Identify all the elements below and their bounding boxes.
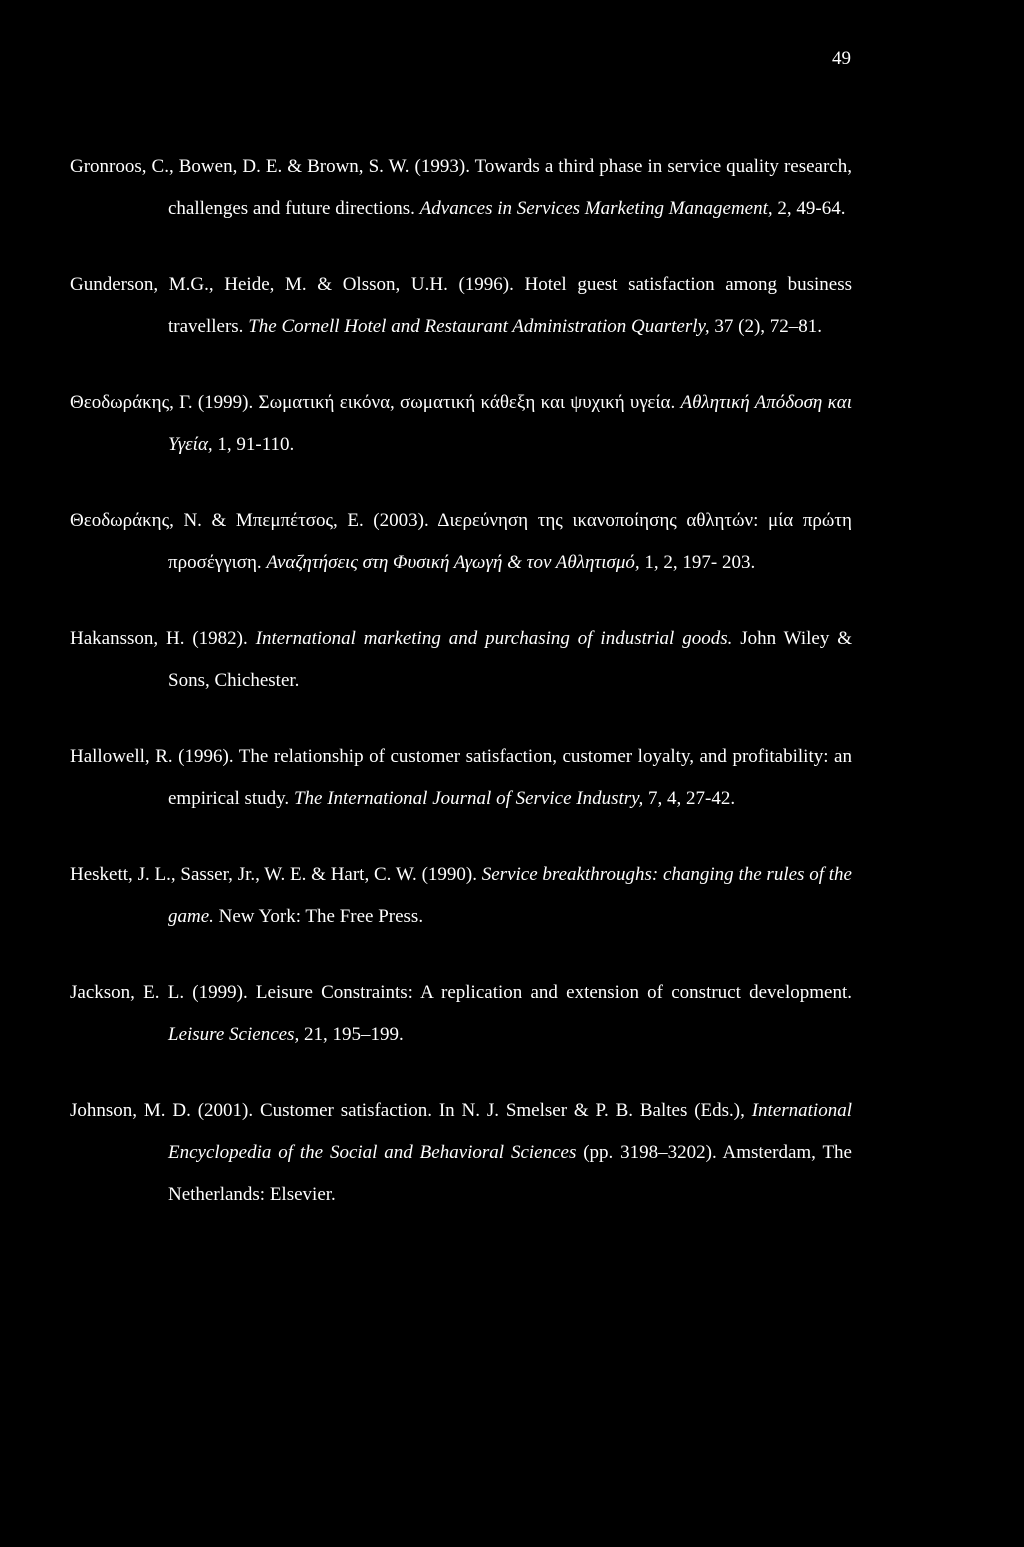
reference-entry — [70, 618, 852, 702]
reference-entry — [70, 500, 852, 584]
reference-entry — [70, 972, 852, 1056]
reference-text: Jackson, E. L. (1999). Leisure Constraints: A replication and extension of construct development. — [70, 982, 852, 1003]
reference-source-title: Αθλητική Απόδοση και Υγεία, — [168, 392, 852, 455]
reference-source-title: International marketing and purchasing of industrial goods. — [255, 628, 733, 649]
reference-details: 2, 49-64. — [772, 198, 846, 219]
reference-entry — [70, 146, 852, 230]
reference-text: Θεοδωράκης, Γ. (1999). Σωματική εικόνα, σωματική κάθεξη και ψυχική υγεία. — [70, 392, 681, 413]
reference-text: Gunderson, M.G., Heide, M. & Olsson, U.H. (1996). Hotel guest satisfaction among business travellers. — [70, 274, 852, 337]
reference-text: Hallowell, R. (1996). The relationship of customer satisfaction, customer loyalty, and profitability: an empirical study. — [70, 746, 852, 809]
reference-details: 1, 91-110. — [212, 434, 295, 455]
page-number: 49 — [832, 48, 851, 69]
reference-list — [70, 146, 852, 1216]
reference-text: Hakansson, H. (1982). — [70, 628, 256, 649]
reference-entry — [70, 264, 852, 348]
reference-details: New York: The Free Press. — [213, 906, 424, 927]
reference-text: Heskett, J. L., Sasser, Jr., W. E. & Hart, C. W. (1990). — [70, 864, 482, 885]
reference-details: John Wiley & Sons, Chichester. — [168, 628, 852, 691]
reference-details: 1, 2, 197- 203. — [639, 552, 756, 573]
reference-text: Johnson, M. D. (2001). Customer satisfaction. In N. J. Smelser & P. B. Baltes (Eds.), — [70, 1100, 752, 1121]
reference-details: 21, 195–199. — [299, 1024, 404, 1045]
reference-details: 37 (2), 72–81. — [709, 316, 823, 337]
reference-source-title: Leisure Sciences, — [168, 1024, 300, 1045]
reference-entry — [70, 854, 852, 938]
reference-entry — [70, 1090, 852, 1216]
reference-source-title: Service breakthroughs: changing the rules of the game. — [168, 864, 852, 927]
reference-entry — [70, 382, 852, 466]
reference-text: Gronroos, C., Bowen, D. E. & Brown, S. W. (1993). Towards a third phase in service quality research, challenges and future directions. — [70, 156, 852, 219]
reference-entry — [70, 736, 852, 820]
reference-source-title: The International Journal of Service Industry, — [293, 788, 644, 809]
reference-source-title: The Cornell Hotel and Restaurant Administration Quarterly, — [248, 316, 710, 337]
reference-text: Θεοδωράκης, Ν. & Μπεμπέτσος, Ε. (2003). Διερεύνηση της ικανοποίησης αθλητών: μία πρώτη προσέγγιση. — [70, 510, 852, 573]
reference-details: (pp. 3198–3202). Amsterdam, The Netherlands: Elsevier. — [168, 1142, 852, 1205]
reference-source-title: Αναζητήσεις στη Φυσική Αγωγή & τον Αθλητισμό, — [266, 552, 640, 573]
reference-source-title: Advances in Services Marketing Management, — [419, 198, 773, 219]
reference-source-title: International Encyclopedia of the Social and Behavioral Sciences — [168, 1100, 852, 1163]
reference-details: 7, 4, 27-42. — [643, 788, 736, 809]
